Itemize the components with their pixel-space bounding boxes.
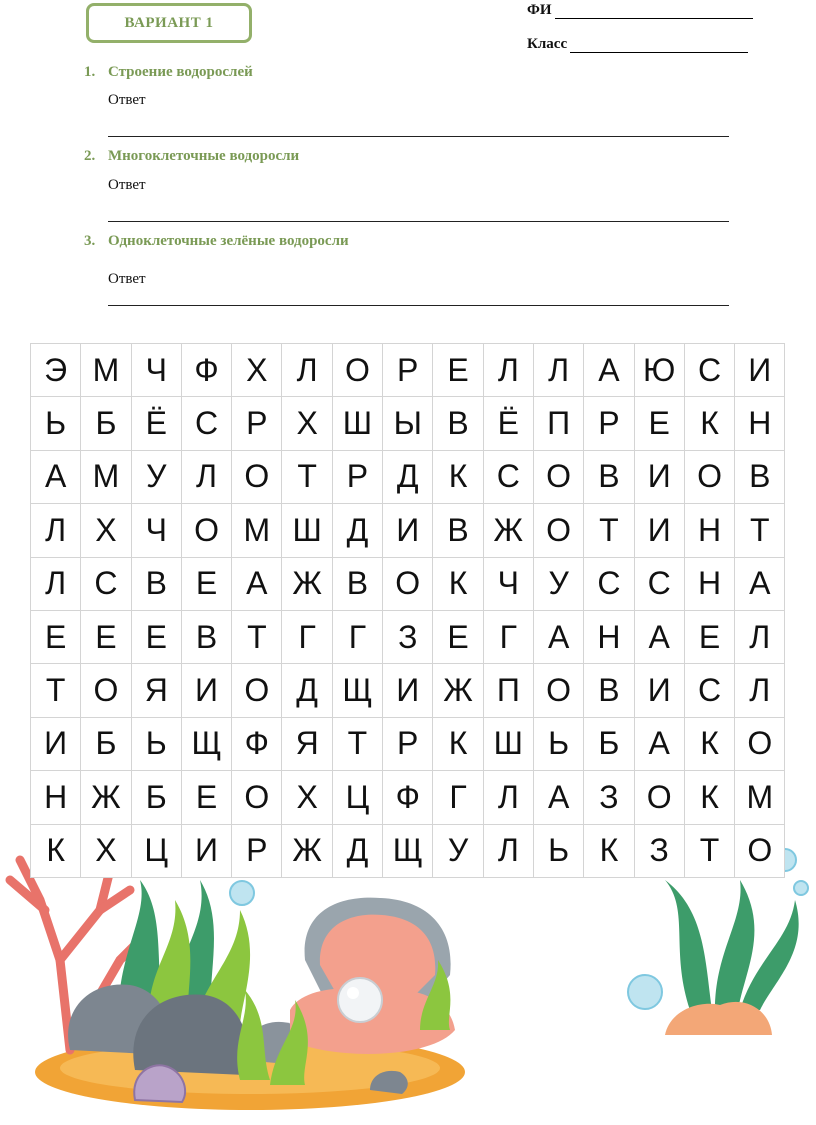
word-search-grid [30,343,785,878]
grid-cell[interactable]: Л [484,825,534,878]
grid-cell[interactable]: О [735,718,785,771]
grid-cell[interactable]: Б [81,397,131,450]
grid-cell[interactable]: Р [383,718,433,771]
grid-cell[interactable]: Б [81,718,131,771]
grid-cell[interactable]: К [433,558,483,611]
grid-cell[interactable]: Ё [484,397,534,450]
grid-cell[interactable]: Ц [132,825,182,878]
grid-cell[interactable]: И [635,664,685,717]
grid-cell[interactable]: О [534,504,584,557]
grid-cell[interactable]: О [534,664,584,717]
grid-cell[interactable]: Э [31,344,81,397]
grid-cell[interactable]: О [635,771,685,824]
grid-cell[interactable]: Р [232,825,282,878]
grid-cell[interactable]: Л [484,771,534,824]
grid-cell[interactable]: Ц [333,771,383,824]
grid-cell[interactable]: Л [31,504,81,557]
grid-cell[interactable]: С [584,558,634,611]
grid-cell[interactable]: Е [433,611,483,664]
grid-cell[interactable]: У [433,825,483,878]
grid-cell[interactable]: Е [81,611,131,664]
grid-cell[interactable]: И [31,718,81,771]
grid-cell[interactable]: М [735,771,785,824]
grid-cell[interactable]: О [333,344,383,397]
grid-cell[interactable]: Н [31,771,81,824]
grid-cell[interactable]: В [333,558,383,611]
grid-cell[interactable]: З [383,611,433,664]
grid-cell[interactable]: К [685,771,735,824]
grid-cell[interactable]: Р [333,451,383,504]
grid-cell[interactable]: О [81,664,131,717]
grid-cell[interactable]: Т [584,504,634,557]
grid-cell[interactable]: Я [132,664,182,717]
grid-cell[interactable]: К [31,825,81,878]
question-number: 3. [84,233,96,249]
grid-cell[interactable]: Ь [132,718,182,771]
grid-cell[interactable]: О [232,664,282,717]
grid-cell[interactable]: Е [31,611,81,664]
grid-cell[interactable]: И [635,504,685,557]
grid-cell[interactable]: Ф [232,718,282,771]
grid-cell[interactable]: Т [685,825,735,878]
grid-cell[interactable]: Ш [333,397,383,450]
grid-cell[interactable]: Х [282,771,332,824]
grid-cell[interactable]: Л [735,664,785,717]
grid-cell[interactable]: Ш [282,504,332,557]
grid-cell[interactable]: В [132,558,182,611]
grid-cell[interactable]: С [685,664,735,717]
grid-cell[interactable]: Е [182,771,232,824]
grid-cell[interactable]: Ь [534,825,584,878]
grid-cell[interactable]: Ф [182,344,232,397]
grid-cell[interactable]: В [735,451,785,504]
grid-cell[interactable]: О [383,558,433,611]
grid-cell[interactable]: Е [685,611,735,664]
grid-cell[interactable]: Ф [383,771,433,824]
grid-cell[interactable]: И [383,504,433,557]
grid-cell[interactable]: З [584,771,634,824]
grid-cell[interactable]: Л [182,451,232,504]
grid-cell[interactable]: О [534,451,584,504]
answer-label: Ответ [108,271,146,287]
grid-cell[interactable]: Т [333,718,383,771]
fi-label: ФИ [527,2,552,18]
grid-cell[interactable]: П [484,664,534,717]
grid-cell[interactable]: Д [383,451,433,504]
grid-cell[interactable]: О [182,504,232,557]
grid-cell[interactable]: Р [232,397,282,450]
grid-cell[interactable]: М [81,451,131,504]
grid-cell[interactable]: И [182,664,232,717]
grid-cell[interactable]: С [635,558,685,611]
grid-cell[interactable]: У [534,558,584,611]
grid-cell[interactable]: Х [282,397,332,450]
grid-cell[interactable]: Л [484,344,534,397]
grid-cell[interactable]: Н [584,611,634,664]
grid-cell[interactable]: Д [333,825,383,878]
grid-cell[interactable]: И [383,664,433,717]
grid-cell[interactable]: В [182,611,232,664]
grid-cell[interactable]: В [433,397,483,450]
grid-cell[interactable]: О [232,451,282,504]
grid-cell[interactable]: И [182,825,232,878]
grid-cell[interactable]: Е [182,558,232,611]
grid-cell[interactable]: П [534,397,584,450]
question-title: Одноклеточные зелёные водоросли [108,233,349,249]
grid-cell[interactable]: Ч [484,558,534,611]
grid-cell[interactable]: А [31,451,81,504]
grid-cell[interactable]: В [584,451,634,504]
grid-cell[interactable]: Ж [433,664,483,717]
grid-cell[interactable]: У [132,451,182,504]
grid-cell[interactable]: Г [333,611,383,664]
grid-cell[interactable]: Г [282,611,332,664]
grid-cell[interactable]: В [433,504,483,557]
grid-cell[interactable]: А [232,558,282,611]
seaweed-icon [665,880,799,1010]
grid-cell[interactable]: Щ [182,718,232,771]
grid-cell[interactable]: М [81,344,131,397]
grid-cell[interactable]: Ш [484,718,534,771]
grid-cell[interactable]: О [232,771,282,824]
grid-cell[interactable]: С [81,558,131,611]
grid-cell[interactable]: Ы [383,397,433,450]
grid-cell[interactable]: Н [685,504,735,557]
grid-cell[interactable]: Р [584,397,634,450]
grid-cell[interactable]: О [685,451,735,504]
grid-cell[interactable]: Ь [31,397,81,450]
grid-cell[interactable]: Т [232,611,282,664]
grid-cell[interactable]: Ю [635,344,685,397]
grid-cell[interactable]: Е [132,611,182,664]
grid-cell[interactable]: Л [282,344,332,397]
grid-cell[interactable]: Н [685,558,735,611]
grid-cell[interactable]: Х [81,825,131,878]
question-title: Строение водорослей [108,64,253,80]
grid-cell[interactable]: Н [735,397,785,450]
grid-cell[interactable]: Ж [81,771,131,824]
grid-cell[interactable]: Л [735,611,785,664]
grid-cell[interactable]: Б [132,771,182,824]
grid-cell[interactable]: В [584,664,634,717]
grid-cell[interactable]: А [735,558,785,611]
grid-cell[interactable]: А [534,771,584,824]
grid-cell[interactable]: Я [282,718,332,771]
grid-cell[interactable]: А [635,611,685,664]
grid-cell[interactable]: Ж [484,504,534,557]
question-title: Многоклеточные водоросли [108,148,300,164]
grid-cell[interactable]: К [685,397,735,450]
grid-cell[interactable]: К [433,451,483,504]
grid-cell[interactable]: А [534,611,584,664]
grid-cell[interactable]: Ж [282,825,332,878]
grid-cell[interactable]: С [182,397,232,450]
grid-cell[interactable]: К [685,718,735,771]
grid-cell[interactable]: Г [433,771,483,824]
grid-cell[interactable]: И [635,451,685,504]
grid-cell[interactable]: З [635,825,685,878]
grid-cell[interactable]: Е [433,344,483,397]
grid-cell[interactable]: Б [584,718,634,771]
grid-cell[interactable]: Ч [132,504,182,557]
answer-label: Ответ [108,177,146,193]
grid-cell[interactable]: А [584,344,634,397]
grid-cell[interactable]: Л [31,558,81,611]
grid-cell[interactable]: Т [31,664,81,717]
grid-cell[interactable]: Х [81,504,131,557]
grid-cell[interactable]: Щ [383,825,433,878]
grid-cell[interactable]: А [635,718,685,771]
grid-cell[interactable]: С [685,344,735,397]
grid-cell[interactable]: Р [383,344,433,397]
grid-cell[interactable]: Г [484,611,534,664]
grid-cell[interactable]: Д [333,504,383,557]
question-number: 2. [84,148,96,164]
grid-cell[interactable]: Х [232,344,282,397]
grid-cell[interactable]: М [232,504,282,557]
grid-cell[interactable]: Ч [132,344,182,397]
answer-label: Ответ [108,92,146,108]
grid-cell[interactable]: Е [635,397,685,450]
variant-label: ВАРИАНТ 1 [124,14,214,31]
class-label: Класс [527,36,568,52]
grid-cell[interactable]: Т [735,504,785,557]
grid-cell[interactable]: Л [534,344,584,397]
grid-cell[interactable]: Ь [534,718,584,771]
grid-cell[interactable]: К [584,825,634,878]
grid-cell[interactable]: Т [282,451,332,504]
grid-cell[interactable]: Щ [333,664,383,717]
grid-cell[interactable]: Д [282,664,332,717]
grid-cell[interactable]: Ж [282,558,332,611]
grid-cell[interactable]: О [735,825,785,878]
question-number: 1. [84,64,96,80]
grid-cell[interactable]: С [484,451,534,504]
grid-cell[interactable]: К [433,718,483,771]
oyster-pearl-icon [290,898,455,1054]
grid-cell[interactable]: И [735,344,785,397]
grid-cell[interactable]: Ё [132,397,182,450]
